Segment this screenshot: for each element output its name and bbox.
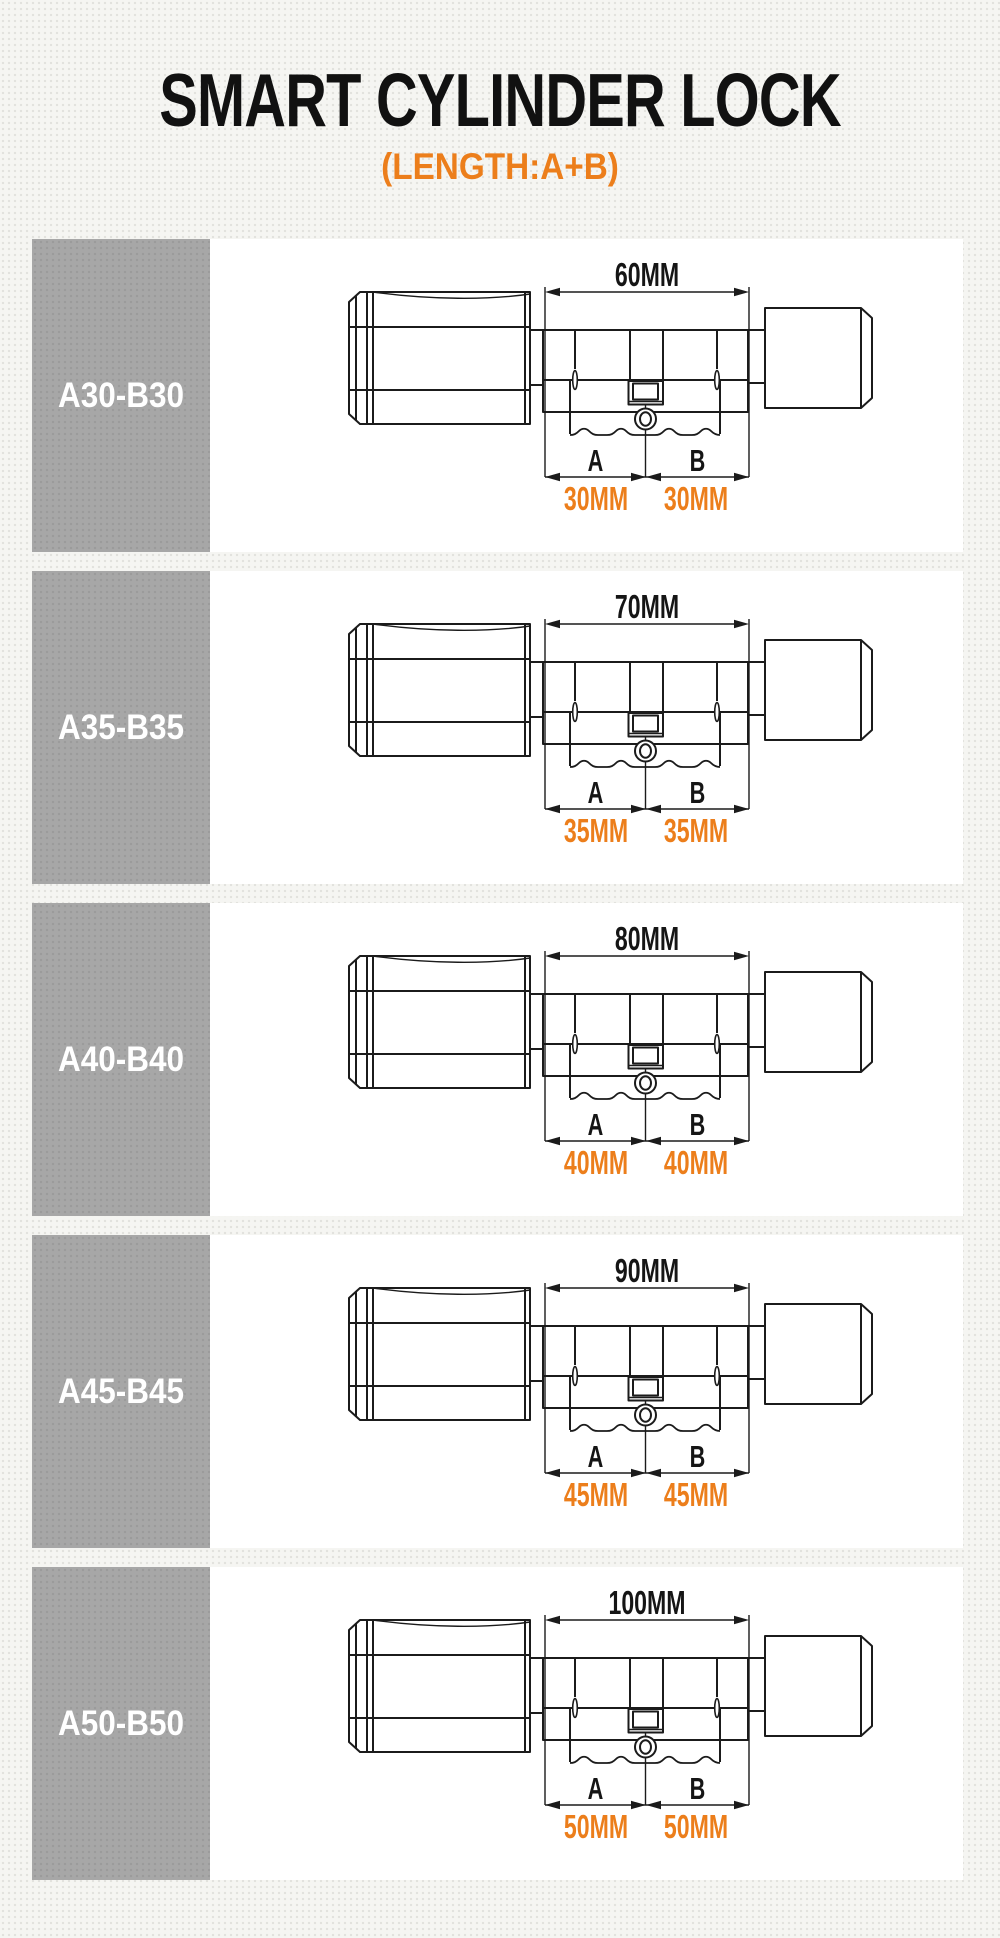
dim-a-value: 35MM bbox=[563, 812, 629, 849]
dim-b-value: 40MM bbox=[663, 1144, 729, 1181]
total-length-label: 70MM bbox=[614, 588, 680, 625]
dim-b-value: 50MM bbox=[663, 1808, 729, 1845]
dim-a-value: 40MM bbox=[563, 1144, 629, 1181]
size-label-block bbox=[32, 1567, 210, 1880]
size-label: A40-B40 bbox=[57, 1040, 185, 1079]
size-row-a40-b40 bbox=[32, 903, 963, 1216]
size-row-a45-b45 bbox=[32, 1235, 963, 1548]
size-row-a50-b50 bbox=[32, 1567, 963, 1880]
size-label: A50-B50 bbox=[57, 1704, 185, 1743]
dim-b-letter: B bbox=[689, 775, 706, 810]
dim-b-value: 35MM bbox=[663, 812, 729, 849]
dim-a-value: 50MM bbox=[563, 1808, 629, 1845]
dim-a-value: 30MM bbox=[563, 480, 629, 517]
size-label-block bbox=[32, 903, 210, 1216]
size-row-a35-b35 bbox=[32, 571, 963, 884]
size-label-block bbox=[32, 239, 210, 552]
dim-a-letter: A bbox=[587, 1107, 604, 1142]
dim-b-value: 45MM bbox=[663, 1476, 729, 1513]
total-length-label: 100MM bbox=[608, 1584, 686, 1621]
total-length-label: 90MM bbox=[614, 1252, 680, 1289]
dim-b-letter: B bbox=[689, 1107, 706, 1142]
dim-a-letter: A bbox=[587, 775, 604, 810]
size-label: A35-B35 bbox=[57, 708, 185, 747]
size-label-block bbox=[32, 571, 210, 884]
page-subtitle: (LENGTH:A+B) bbox=[381, 146, 619, 187]
dim-a-letter: A bbox=[587, 1439, 604, 1474]
page-title: SMART CYLINDER LOCK bbox=[159, 58, 841, 142]
dim-a-letter: A bbox=[587, 1771, 604, 1806]
dim-b-letter: B bbox=[689, 1439, 706, 1474]
dim-a-value: 45MM bbox=[563, 1476, 629, 1513]
dim-a-letter: A bbox=[587, 443, 604, 478]
dim-b-letter: B bbox=[689, 443, 706, 478]
size-label: A45-B45 bbox=[57, 1372, 185, 1411]
size-label-block bbox=[32, 1235, 210, 1548]
total-length-label: 60MM bbox=[614, 256, 680, 293]
diagram-panel bbox=[210, 571, 963, 884]
dim-b-letter: B bbox=[689, 1771, 706, 1806]
dim-b-value: 30MM bbox=[663, 480, 729, 517]
diagram-panel bbox=[210, 1567, 963, 1880]
diagram-panel bbox=[210, 239, 963, 552]
size-row-a30-b30 bbox=[32, 239, 963, 552]
total-length-label: 80MM bbox=[614, 920, 680, 957]
size-label: A30-B30 bbox=[57, 376, 185, 415]
diagram-panel bbox=[210, 903, 963, 1216]
diagram-panel bbox=[210, 1235, 963, 1548]
